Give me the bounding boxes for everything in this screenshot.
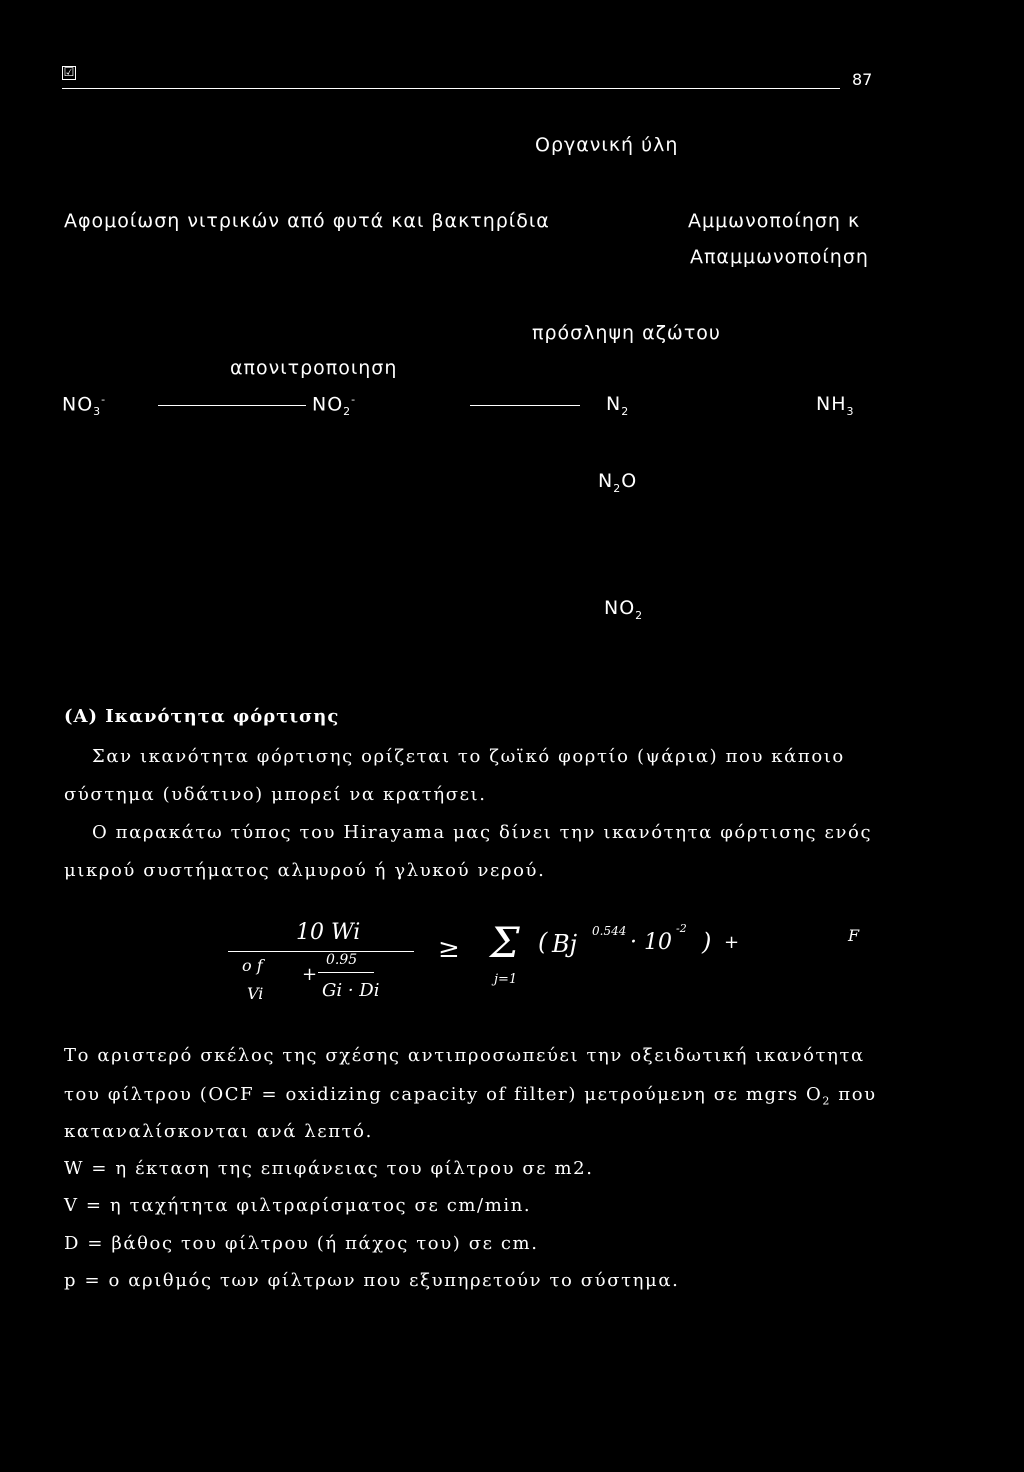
species-no2: $NO_2^-$ — [312, 393, 357, 419]
formula-numerator: 10 Wi — [296, 920, 361, 945]
definition-d: D = βάθος του φίλτρου (ή πάχος του) σε cm. — [64, 1233, 539, 1254]
formula-plus-1: + — [302, 964, 318, 985]
formula-left-v: Vi — [247, 984, 264, 1003]
checkbox-icon: ☑ — [63, 65, 75, 79]
formula-b: Bj — [552, 930, 578, 958]
section-heading: (Α) Ικανότητα φόρτισης — [64, 706, 340, 727]
formula-index: j=1 — [494, 972, 518, 987]
species-nh3: $NH_3$ — [816, 393, 855, 418]
formula-f: F — [848, 926, 860, 945]
ammonification-label-2: Απαμμωνοποίηση — [690, 246, 869, 268]
ammonification-label-1: Αμμωνοποίηση κ — [688, 210, 861, 232]
species-no: $NO_2$ — [604, 597, 644, 622]
definition-ocf-line-1: Το αριστερό σκέλος της σχέσης αντιπροσωπεύει την οξειδωτική ικανότητα — [64, 1045, 865, 1066]
definition-v: V = η ταχήτητα φιλτραρίσματος σε cm/min. — [64, 1195, 532, 1216]
page-number: 87 — [852, 70, 873, 89]
formula-sigma: Σ — [490, 918, 520, 967]
formula-main-fraction-line — [228, 951, 414, 952]
formula-095: 0.95 — [326, 952, 358, 968]
formula-ge: ≥ — [438, 934, 460, 964]
formula-exponent-2: -2 — [676, 922, 687, 935]
formula-exponent: 0.544 — [592, 924, 627, 938]
species-n2: $N_2$ — [606, 393, 630, 418]
formula-plus-2: + — [724, 932, 740, 953]
species-n2o: $N_2O$ — [598, 470, 638, 495]
organic-matter-label: Οργανική ύλη — [535, 134, 679, 156]
formula-paren-close: ) — [702, 928, 712, 956]
arrow-line-1 — [158, 405, 306, 406]
formula-denominator: Gi · Di — [322, 980, 380, 1001]
definition-p: p = ο αριθμός των φίλτρων που εξυπηρετούν το σύστημα. — [64, 1270, 680, 1291]
definition-w: W = η έκταση της επιφάνειας του φίλτρου σε m2. — [64, 1158, 594, 1179]
paragraph-1-line-1: Σαν ικανότητα φόρτισης ορίζεται το ζωϊκό φορτίο (ψάρια) που κάποιο — [92, 746, 845, 767]
formula-sub-fraction-line — [318, 972, 374, 973]
header-rule — [62, 88, 840, 89]
formula-paren-open: ( — [538, 928, 548, 956]
denitrification-label: απονιτροποιηση — [230, 357, 398, 379]
arrow-line-2 — [470, 405, 580, 406]
assimilation-label: Αφομοίωση νιτρικών από φυτά και βακτηρίδια — [64, 210, 550, 232]
nitrogen-uptake-label: πρόσληψη αζώτου — [532, 322, 721, 344]
species-no3: $NO_3^-$ — [62, 393, 107, 419]
definition-ocf-line-3: καταναλίσκονται ανά λεπτό. — [64, 1121, 373, 1142]
formula-times-ten: · 10 — [630, 930, 672, 955]
paragraph-2-line-1: Ο παρακάτω τύπος του Hirayama μας δίνει την ικανότητα φόρτισης ενός — [92, 822, 873, 843]
formula-left-o: o f — [242, 956, 263, 975]
paragraph-1-line-2: σύστημα (υδάτινο) μπορεί να κρατήσει. — [64, 784, 487, 805]
definition-ocf-line-2: του φίλτρου (OCF = oxidizing capacity of filter) μετρούμενη σε mgrs $O_2$ που — [64, 1084, 877, 1108]
paragraph-2-line-2: μικρού συστήματος αλμυρού ή γλυκού νερού. — [64, 860, 546, 881]
